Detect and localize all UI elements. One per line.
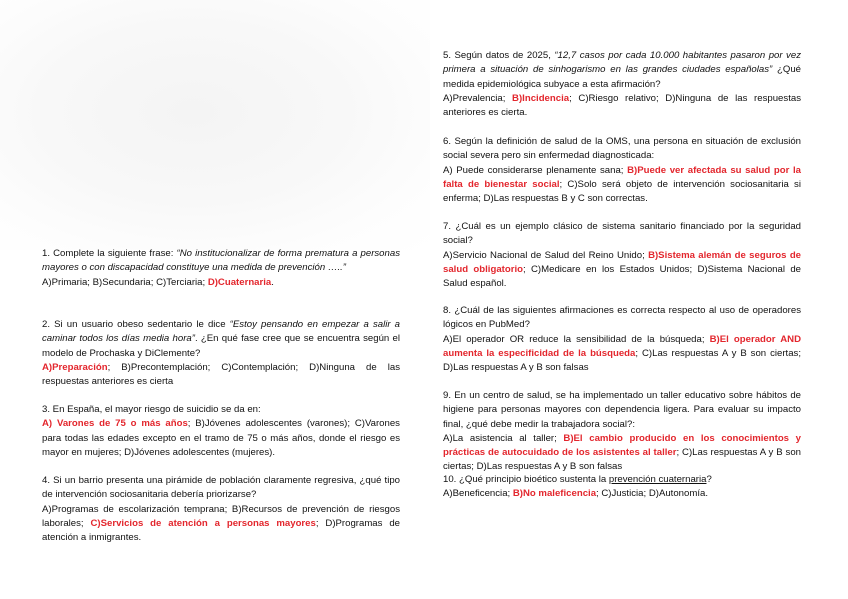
correct-answer: B)Sistema alemán de seguros de salud obligatorio	[443, 249, 802, 275]
correct-answer: B)Puede ver afectada su salud por la falta de bienestar social	[443, 164, 801, 190]
correct-answer: B)El operador AND aumenta la especificidad de la búsqueda	[443, 333, 802, 359]
correct-answer: D)Cuaternaria	[207, 276, 272, 288]
correct-answer: B)El cambio producido en los conocimientos y prácticas de autocuidado de los asistentes al taller	[443, 432, 801, 459]
question-10: 10. ¿Qué principio bioético sustenta la prevención cuaternaria? A)Beneficencia; B)No maleficencia; C)Justicia; D)Autonomía.	[443, 474, 712, 500]
question-4: 4. Si un barrio presenta una pirámide de población claramente regresiva, ¿qué tipo de intervención sociosanitaria debería priorizarse? A)Programas de escolarización temprana; B)Recursos de prevención de riesgos laborales; C)Servicios de atención a personas mayores; D)Programas de atención a inmigrantes.	[42, 475, 401, 544]
correct-answer: C)Servicios de atención a personas mayores	[90, 517, 316, 529]
correct-answer: B)Incidencia	[512, 92, 570, 104]
question-1: 1. Complete la siguiente frase: “No institucionalizar de forma prematura a personas mayores o con discapacidad constituye una medida de prevención …..” A)Primaria; B)Secundaria; C)Terciaria; D)Cuaternaria.	[42, 248, 400, 288]
correct-answer: A) Varones de 75 o más años	[42, 418, 188, 430]
erased-area	[0, 0, 430, 250]
question-3: 3. En España, el mayor riesgo de suicidio se da en: A) Varones de 75 o más años; B)Jóvenes adolescentes (varones); C)Varones para todas las edades excepto en el tramo de 75 o más años, donde el riesgo es mayor en mujeres; D)Jóvenes adolescentes (mujeres).	[42, 404, 400, 458]
question-8: 8. ¿Cuál de las siguientes afirmaciones es correcta respecto al uso de operadores lógicos en PubMed? A)El operador OR reduce la sensibilidad de la búsqueda; B)El operador AND aumenta la especificidad de la búsqueda; C)Las respuestas A y B son ciertas; D)Las respuestas A y B son falsas	[443, 305, 802, 374]
correct-answer: A)Preparación	[42, 361, 108, 373]
question-2: 2. Si un usuario obeso sedentario le dice “Estoy pensando en empezar a salir a caminar todos los días media hora”. ¿En qué fase cree que se encuentra según el modelo de Prochaska y DiClemente? A)Preparación; B)Precontemplación; C)Contemplación; D)Ninguna de las respuestas anteriores es cierta	[42, 319, 401, 388]
question-9: 9. En un centro de salud, se ha implementado un taller educativo sobre hábitos de higiene para personas mayores con dependencia ligera. Para evaluar su impacto final, ¿qué debe medir la trabajadora social?: A)La asistencia al taller; B)El cambio producido en los conocimientos y prácticas de autocuidado de los asistentes al taller; C)Las respuestas A y B son ciertas; D)Las respuestas A y B son falsas	[443, 390, 801, 473]
question-7: 7. ¿Cuál es un ejemplo clásico de sistema sanitario financiado por la seguridad social? A)Servicio Nacional de Salud del Reino Unido; B)Sistema alemán de seguros de salud obligatorio; C)Medicare en los Estados Unidos; D)Sistema Nacional de Salud español.	[443, 221, 802, 290]
question-5: 5. Según datos de 2025, “12,7 casos por cada 10.000 habitantes pasaron por vez primera a situación de sinhogarismo en las grandes ciudades españolas” ¿Qué medida epidemiológica subyace a esta afirmación? A)Prevalencia; B)Incidencia; C)Riesgo relativo; D)Ninguna de las respuestas anteriores es cierta.	[443, 50, 801, 119]
question-6: 6. Según la definición de salud de la OMS, una persona en situación de exclusión social severa pero sin enfermedad diagnosticada: A) Puede considerarse plenamente sana; B)Puede ver afectada su salud por la falta de bienestar social; C)Solo será objeto de intervención sociosanitaria si enferma; D)Las respuestas B y C son correctas.	[443, 136, 801, 205]
correct-answer: B)No maleficencia	[512, 488, 597, 500]
